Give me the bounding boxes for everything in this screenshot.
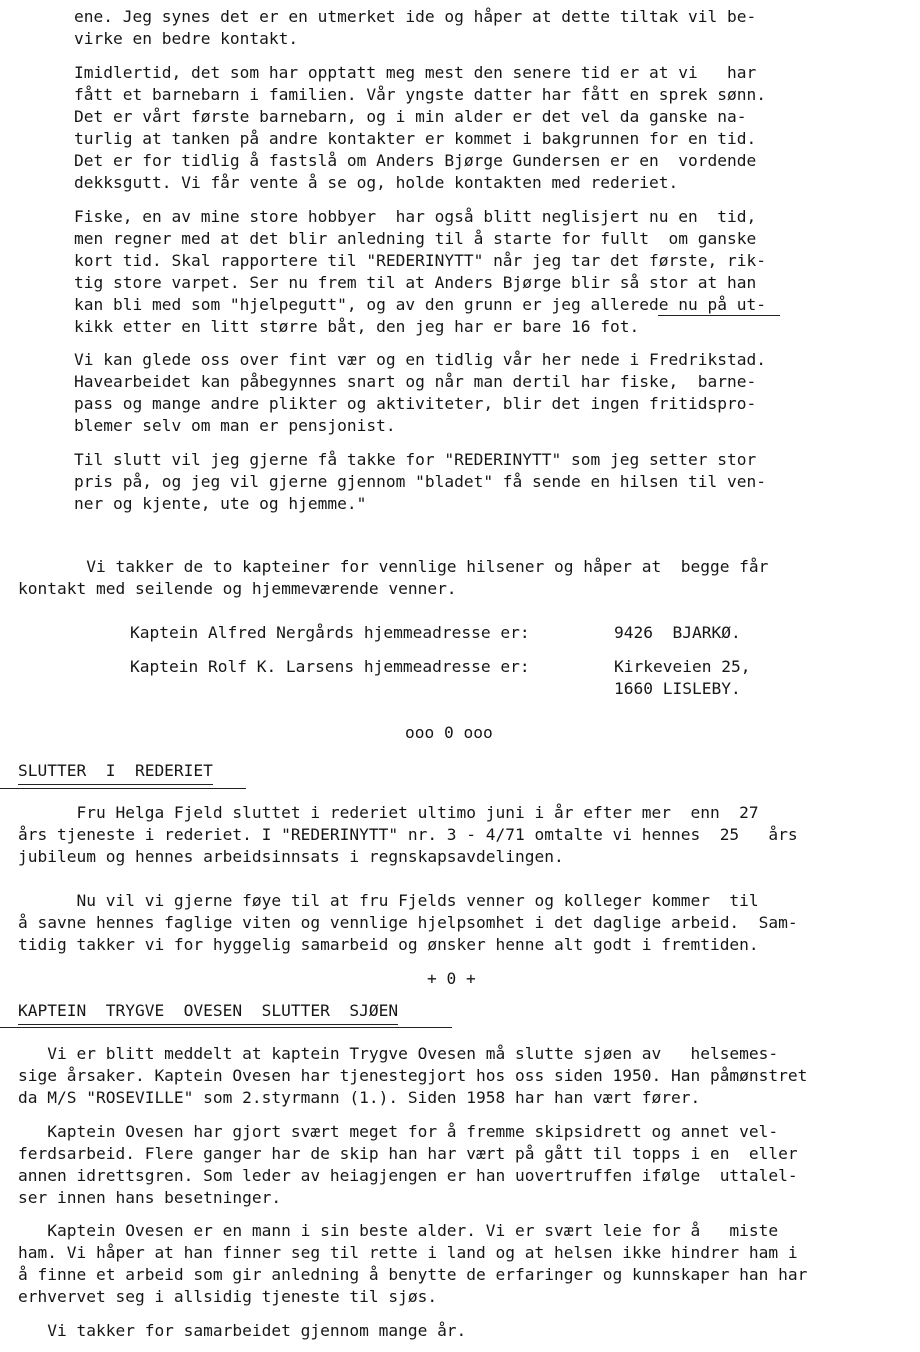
text-line: Vi takker de to kapteiner for vennlige hilsener og håper at begge får [18, 557, 769, 576]
section-separator: + 0 + [427, 969, 476, 988]
text-line: å savne hennes faglige viten og vennlige hjelpsomhet i det daglige arbeid. Sam- [18, 913, 798, 932]
text-line: pris på, og jeg vil gjerne gjennom "bladet" få sende en hilsen til ven- [74, 472, 766, 491]
text-line: Fru Helga Fjeld sluttet i rederiet ultimo juni i år efter mer enn 27 [18, 803, 759, 822]
text-line: tig store varpet. Ser nu frem til at Anders Bjørge blir så stor at han [74, 273, 757, 292]
address-label: Kaptein Rolf K. Larsens hjemmeadresse er: [130, 657, 530, 676]
text-line: ferdsarbeid. Flere ganger har de skip han har vært på gått til topps i en eller [18, 1144, 798, 1163]
address-label: Kaptein Alfred Nergårds hjemmeadresse er: [130, 623, 530, 642]
text-line: Vi er blitt meddelt at kaptein Trygve Ovesen må slutte sjøen av helsemes- [18, 1044, 779, 1063]
section-rule [0, 1027, 452, 1028]
text-line: kikk etter en litt større båt, den jeg har er bare 16 fot. [74, 317, 640, 336]
text-line: pass og mange andre plikter og aktiviteter, blir det ingen fritidspro- [74, 394, 757, 413]
text-line: ner og kjente, ute og hjemme." [74, 494, 367, 513]
underline-allerede-nu [658, 315, 780, 316]
section-rule [0, 788, 246, 789]
text-line: Kaptein Ovesen har gjort svært meget for å fremme skipsidrett og annet vel- [18, 1122, 779, 1141]
text-line: Vi takker for samarbeidet gjennom mange år. [18, 1321, 467, 1340]
text-line: erhvervet seg i allsidig tjeneste til sjøs. [18, 1287, 438, 1306]
address-value: 1660 LISLEBY. [614, 679, 741, 698]
text-line: Kaptein Ovesen er en mann i sin beste alder. Vi er svært leie for å miste [18, 1221, 779, 1240]
text-line: års tjeneste i rederiet. I "REDERINYTT" nr. 3 - 4/71 omtalte vi hennes 25 års [18, 825, 798, 844]
text-line: Vi kan glede oss over fint vær og en tidlig vår her nede i Fredrikstad. [74, 350, 766, 369]
text-line: kan bli med som "hjelpegutt", og av den grunn er jeg allerede nu på ut- [74, 295, 766, 314]
text-line: Fiske, en av mine store hobbyer har også blitt neglisjert nu en tid, [74, 207, 757, 226]
text-line: ene. Jeg synes det er en utmerket ide og håper at dette tiltak vil be- [74, 7, 757, 26]
text-line: tidig takker vi for hyggelig samarbeid og ønsker henne alt godt i fremtiden. [18, 935, 759, 954]
text-line: sige årsaker. Kaptein Ovesen har tjenestegjort hos oss siden 1950. Han påmønstret [18, 1066, 808, 1085]
text-line: Imidlertid, det som har opptatt meg mest den senere tid er at vi har [74, 63, 757, 82]
section-heading: SLUTTER I REDERIET [18, 761, 213, 780]
text-line: Nu vil vi gjerne føye til at fru Fjelds venner og kolleger kommer til [18, 891, 759, 910]
text-line: turlig at tanken på andre kontakter er kommet i bakgrunnen for en tid. [74, 129, 757, 148]
text-line: Havearbeidet kan påbegynnes snart og når man dertil har fiske, barne- [74, 372, 757, 391]
text-line: kontakt med seilende og hjemmeværende venner. [18, 579, 457, 598]
text-line: å finne et arbeid som gir anledning å benytte de erfaringer og kunnskaper han har [18, 1265, 808, 1284]
text-line: da M/S "ROSEVILLE" som 2.styrmann (1.). Siden 1958 har han vært fører. [18, 1088, 701, 1107]
section-separator: ooo 0 ooo [405, 723, 493, 742]
address-value: 9426 BJARKØ. [614, 623, 741, 642]
text-line: jubileum og hennes arbeidsinnsats i regnskapsavdelingen. [18, 847, 564, 866]
text-line: Til slutt vil jeg gjerne få takke for "REDERINYTT" som jeg setter stor [74, 450, 757, 469]
text-line: men regner med at det blir anledning til å starte for fullt om ganske [74, 229, 757, 248]
section-heading: KAPTEIN TRYGVE OVESEN SLUTTER SJØEN [18, 1001, 399, 1020]
text-line: dekksgutt. Vi får vente å se og, holde kontakten med rederiet. [74, 173, 679, 192]
text-line: ser innen hans besetninger. [18, 1188, 282, 1207]
text-line: blemer selv om man er pensjonist. [74, 416, 396, 435]
text-line: ham. Vi håper at han finner seg til rette i land og at helsen ikke hindrer ham i [18, 1243, 798, 1262]
text-line: fått et barnebarn i familien. Vår yngste datter har fått en sprek sønn. [74, 85, 766, 104]
text-line: virke en bedre kontakt. [74, 29, 299, 48]
text-line: kort tid. Skal rapportere til "REDERINYTT" når jeg tar det første, rik- [74, 251, 766, 270]
text-line: Det er for tidlig å fastslå om Anders Bjørge Gundersen er en vordende [74, 151, 757, 170]
text-line: annen idrettsgren. Som leder av heiagjengen er han uovertruffen ifølge uttalel- [18, 1166, 798, 1185]
text-line: Det er vårt første barnebarn, og i min alder er det vel da ganske na- [74, 107, 747, 126]
address-value: Kirkeveien 25, [614, 657, 751, 676]
